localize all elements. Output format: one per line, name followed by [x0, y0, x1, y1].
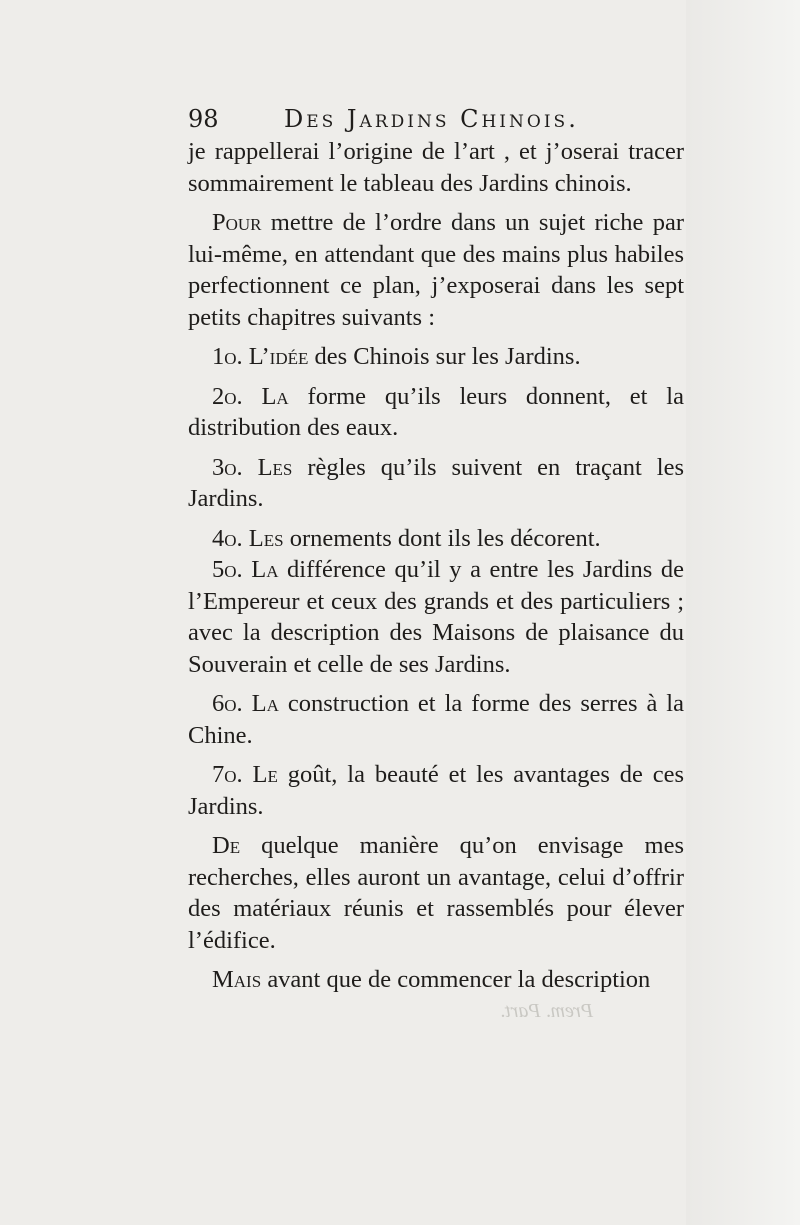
- chapter-lead: 3o. Les: [212, 453, 293, 481]
- paragraph-text: mettre de l’ordre dans un sujet riche par lui-même, en attendant que des mains plus habiles perfectionnent ce plan, j’exposerai dans les sept petits chapitres suivants :: [188, 209, 684, 331]
- chapter-item: [188, 341, 684, 373]
- chapter-text: différence qu’il y a entre les Jardins de l’Empereur et ceux des grands et des particuliers ; avec la description des Maisons de plaisance du Souverain et celle de ses Jardins.: [188, 556, 684, 678]
- body-text: [188, 136, 684, 996]
- paragraph: [188, 830, 684, 956]
- paragraph-lead: Pour: [212, 209, 262, 236]
- paragraph: [188, 207, 684, 333]
- paragraph: [188, 136, 684, 199]
- chapter-text: des Chinois sur les Jardins.: [308, 343, 581, 370]
- chapter-item: [188, 759, 684, 822]
- chapter-text: règles qu’ils suivent en traçant les Jardins.: [188, 453, 684, 512]
- chapter-text: forme qu’ils leurs donnent, et la distribution des eaux.: [188, 382, 684, 441]
- paragraph-text: je rappellerai l’origine de l’art , et j’oserai tracer sommairement le tableau des Jardins chinois.: [188, 138, 684, 197]
- paragraph: [188, 964, 684, 996]
- chapter-text: goût, la beauté et les avantages de ces Jardins.: [188, 761, 684, 820]
- chapter-lead: 4o. Les: [212, 524, 284, 552]
- chapter-item: [188, 381, 684, 444]
- page-gutter: [686, 0, 800, 1225]
- paragraph-text: avant que de commencer la description: [261, 966, 651, 993]
- paragraph-lead: De: [212, 832, 241, 859]
- chapter-lead: 2o. La: [212, 382, 289, 410]
- page-number: 98: [188, 105, 219, 133]
- bleed-through-text: Prem. Part.: [500, 1000, 594, 1022]
- chapter-lead: 5o. La: [212, 556, 279, 583]
- chapter-lead: 6o. La: [212, 690, 279, 717]
- paragraph-lead: Mais: [212, 966, 262, 993]
- chapter-lead: 1o. L’idée: [212, 343, 309, 370]
- chapter-item: [188, 554, 684, 680]
- chapter-item: [188, 688, 684, 751]
- paragraph-text: quelque manière qu’on envisage mes recherches, elles auront un avantage, celui d’offrir des matériaux réunis et rassemblés pour élever l’édifice.: [188, 832, 684, 954]
- chapter-item: [188, 452, 684, 515]
- chapter-lead: 7o. Le: [212, 761, 278, 788]
- chapter-item: [188, 523, 684, 555]
- chapter-text: construction et la forme des serres à la Chine.: [188, 690, 684, 749]
- page-header: [188, 104, 684, 134]
- chapter-text: ornements dont ils les décorent.: [283, 524, 601, 552]
- running-title: Des Jardins Chinois.: [284, 105, 579, 133]
